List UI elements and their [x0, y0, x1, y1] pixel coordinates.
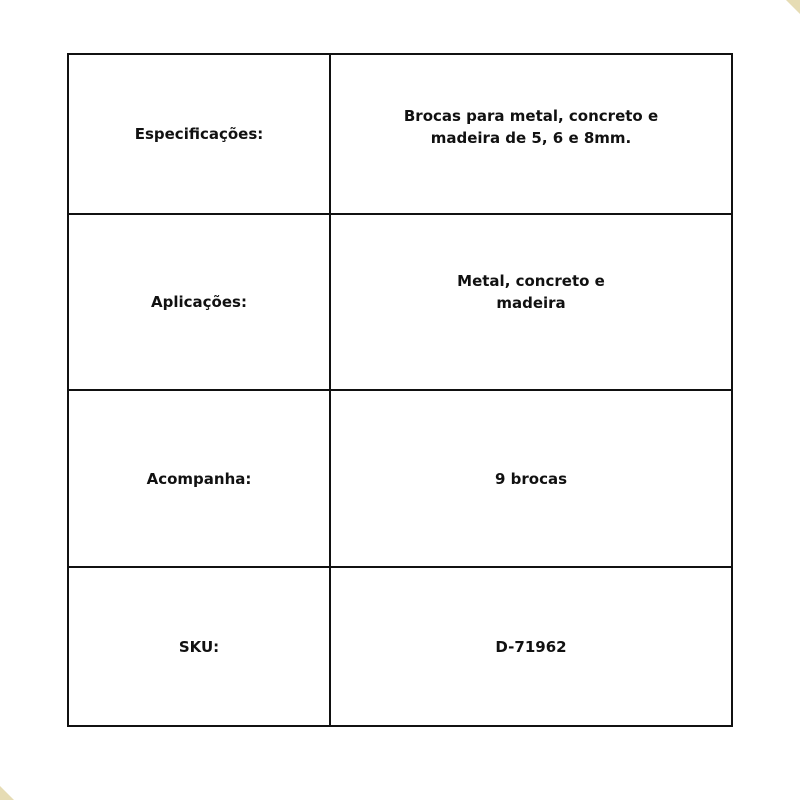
corner-accent-bottom-left: [0, 786, 14, 800]
value-cell-applications: [330, 214, 732, 390]
table-row-includes: [68, 390, 732, 567]
sku-label: SKU:: [178, 637, 220, 656]
value-cell-sku: [330, 567, 732, 726]
value-cell-includes: [330, 390, 732, 567]
specifications-value-line-1: Brocas para metal, concreto e: [403, 107, 659, 125]
label-cell-includes: [68, 390, 330, 567]
applications-value-line-2: madeira: [496, 294, 566, 312]
includes-value: 9 brocas: [494, 469, 568, 488]
value-cell-specifications: [330, 54, 732, 214]
table-row-specifications: [68, 54, 732, 214]
applications-value: [457, 270, 605, 314]
table-row-sku: [68, 567, 732, 726]
specifications-label: Especificações:: [134, 125, 264, 143]
label-cell-specifications: [68, 54, 330, 214]
applications-value-line-1: Metal, concreto e: [457, 272, 605, 290]
specifications-table: [67, 53, 733, 727]
label-cell-applications: [68, 214, 330, 390]
applications-label: Aplicações:: [151, 293, 247, 311]
includes-label: Acompanha:: [146, 469, 252, 488]
specifications-value: [404, 105, 658, 149]
sku-value: D-71962: [495, 637, 567, 656]
corner-accent-top-right: [786, 0, 800, 14]
specifications-value-line-2: madeira de 5, 6 e 8mm.: [430, 129, 632, 147]
table-row-applications: [68, 214, 732, 390]
label-cell-sku: [68, 567, 330, 726]
